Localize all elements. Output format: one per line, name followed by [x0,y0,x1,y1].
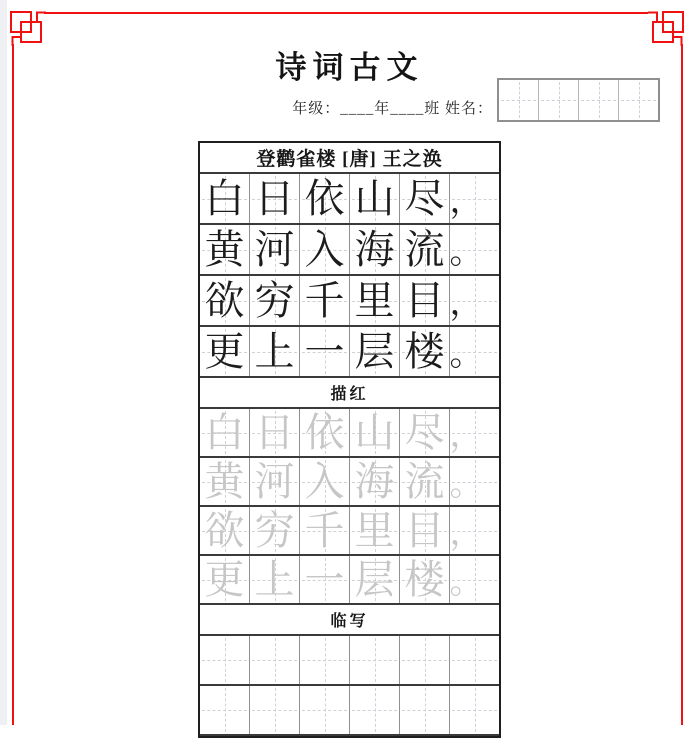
grid-cell [200,458,250,505]
grid-cell [450,458,499,505]
copy-section-label: 临写 [200,605,499,636]
poem-char: ， [449,514,484,552]
grid-cell [300,458,350,505]
copy-practice-section [200,636,499,736]
poem-char: 山 [354,175,395,221]
poem-char: 上 [254,328,295,374]
grid-row [200,686,499,736]
poem-char: 欲 [204,507,245,553]
poem-char: 海 [354,226,395,272]
cell-horizontal-guide [402,660,447,661]
grid-cell [250,556,300,603]
grid-cell [450,686,499,734]
grid-cell [200,556,250,603]
frame-border-left [12,44,14,725]
grid-cell [250,636,300,684]
frame-border-top [44,12,648,14]
grid-cell [350,458,400,505]
poem-char: 河 [254,226,295,272]
cell-horizontal-guide [402,710,447,711]
grid-cell [200,409,250,456]
grid-cell [300,507,350,554]
grid-cell [250,174,300,223]
poem-char: 河 [254,458,295,504]
poem-char: 。 [449,233,484,271]
grid-cell [400,327,450,376]
grid-cell [400,174,450,223]
cell-horizontal-guide [302,660,347,661]
cell-horizontal-guide [581,100,616,101]
grid-row [200,174,499,225]
grid-cell [450,556,499,603]
grid-cell [350,556,400,603]
cell-horizontal-guide [202,710,247,711]
poem-char: 一 [304,328,345,374]
poem-char: 目 [404,507,445,553]
poem-char: 。 [449,465,484,503]
grid-cell [450,225,499,274]
poem-char: 日 [254,409,295,455]
poem-char: 黄 [204,458,245,504]
grid-cell [400,409,450,456]
grid-cell [300,174,350,223]
grid-cell [300,276,350,325]
cell-horizontal-guide [452,710,497,711]
grid-cell [300,409,350,456]
grid-cell [250,409,300,456]
frame-corner-ornament-top-right [648,0,694,46]
poem-char: 山 [354,409,395,455]
grid-cell [350,686,400,734]
cell-horizontal-guide [352,710,397,711]
grid-cell [400,225,450,274]
grid-cell [200,174,250,223]
worksheet-table [198,141,501,738]
grid-cell [450,174,499,223]
poem-char: 尽 [404,409,445,455]
grid-cell [400,276,450,325]
grid-cell [200,225,250,274]
poem-char: 。 [449,563,484,601]
grid-cell [619,80,658,120]
grid-cell [400,686,450,734]
page-title: 诗词古文 [275,50,424,85]
poem-char: 海 [354,458,395,504]
poem-char: 更 [204,556,245,602]
grid-cell [350,276,400,325]
poem-char: 流 [404,226,445,272]
poem-title-row: 登鹳雀楼 [唐] 王之涣 [200,143,499,174]
grid-cell [539,80,579,120]
poem-char: 穷 [254,507,295,553]
poem-char: 尽 [404,175,445,221]
poem-char: 白 [204,175,245,221]
grid-row [200,225,499,276]
poem-char: 楼 [404,328,445,374]
name-writing-grid [497,78,660,122]
grid-cell [450,276,499,325]
grid-cell [450,409,499,456]
grade-name-line: 年级：____年____班 姓名： [292,101,493,117]
poem-char: 层 [354,328,395,374]
grid-cell [350,507,400,554]
grid-cell [250,276,300,325]
poem-char: 日 [254,175,295,221]
poem-char: 入 [304,226,345,272]
grid-cell [250,458,300,505]
poem-char: 入 [304,458,345,504]
grid-cell [200,327,250,376]
poem-char: 千 [304,507,345,553]
grid-cell [200,686,250,734]
poem-char: 欲 [204,277,245,323]
grid-cell [400,636,450,684]
grid-cell [450,636,499,684]
cell-horizontal-guide [501,100,536,101]
poem-char: ， [449,416,484,454]
poem-char: 白 [204,409,245,455]
grid-cell [300,636,350,684]
frame-border-right [681,44,683,725]
grid-cell [350,225,400,274]
poem-char: 一 [304,556,345,602]
page-edge-strip [0,0,7,725]
poem-char: 更 [204,328,245,374]
grid-cell [300,686,350,734]
model-text-section [200,174,499,378]
grid-cell [350,636,400,684]
poem-char: ， [449,284,484,322]
cell-horizontal-guide [352,660,397,661]
poem-char: 千 [304,277,345,323]
grid-cell [200,276,250,325]
poem-char: 流 [404,458,445,504]
cell-horizontal-guide [252,660,297,661]
poem-char: 依 [304,175,345,221]
grid-cell [579,80,619,120]
poem-char: 里 [354,507,395,553]
cell-horizontal-guide [541,100,576,101]
cell-horizontal-guide [252,710,297,711]
poem-char: ， [449,182,484,220]
trace-section-label: 描红 [200,378,499,409]
grid-row [200,327,499,378]
grid-cell [350,409,400,456]
grid-row [200,556,499,605]
poem-char: 黄 [204,226,245,272]
cell-horizontal-guide [452,660,497,661]
frame-corner-ornament-top-left [0,0,46,46]
poem-char: 穷 [254,277,295,323]
grid-cell [200,636,250,684]
poem-char: 楼 [404,556,445,602]
grid-cell [350,327,400,376]
cell-horizontal-guide [621,100,656,101]
grid-cell [200,507,250,554]
grid-cell [300,556,350,603]
poem-char: 依 [304,409,345,455]
poem-char: 目 [404,277,445,323]
grid-cell [300,327,350,376]
cell-horizontal-guide [302,710,347,711]
poem-char: 里 [354,277,395,323]
grid-cell [250,225,300,274]
poem-char: 层 [354,556,395,602]
grid-row [200,507,499,556]
grid-cell [250,686,300,734]
grid-row [200,636,499,686]
grid-cell [350,174,400,223]
grid-cell [400,556,450,603]
poem-char: 上 [254,556,295,602]
grid-row [200,409,499,458]
grid-cell [400,458,450,505]
grid-cell [250,327,300,376]
grid-cell [250,507,300,554]
grid-cell [400,507,450,554]
grid-cell [450,507,499,554]
grid-cell [499,80,539,120]
poem-char: 。 [449,335,484,373]
grid-cell [450,327,499,376]
trace-text-section [200,409,499,605]
grid-row [200,276,499,327]
cell-horizontal-guide [202,660,247,661]
grid-row [200,458,499,507]
grid-cell [300,225,350,274]
